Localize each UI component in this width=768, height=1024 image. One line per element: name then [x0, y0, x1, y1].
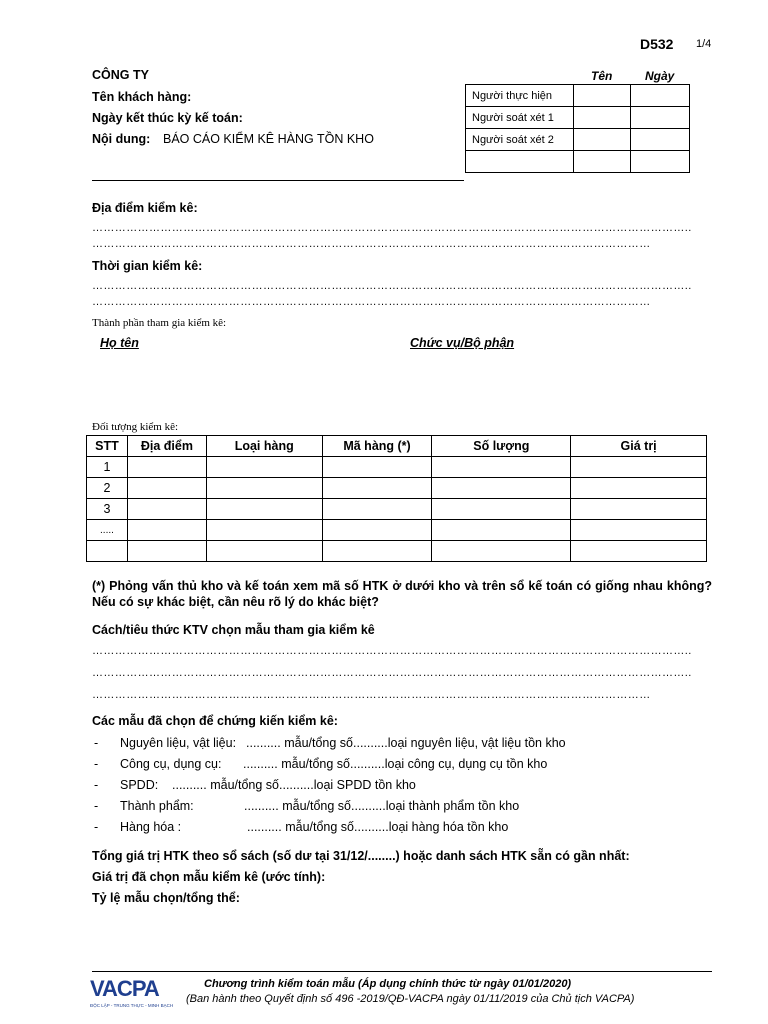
footer-line-2: (Ban hành theo Quyết định số 496 -2019/QĐ-VACPA ngày 01/11/2019 của Chủ tịch VACPA) — [186, 993, 635, 1005]
participants-label: Thành phần tham gia kiểm kê: — [92, 317, 227, 329]
table-cell[interactable] — [127, 457, 206, 478]
list-item — [120, 736, 710, 757]
sample-text: .......... mẫu/tổng số..........loại SPDD tồn kho — [172, 778, 416, 792]
signoff-name-cell[interactable] — [573, 107, 631, 129]
signoff-row — [466, 151, 690, 173]
page-number: 1/4 — [696, 38, 712, 50]
signoff-row — [466, 107, 690, 129]
table-cell[interactable] — [322, 478, 432, 499]
table-cell[interactable] — [322, 520, 432, 541]
code-check-note: (*) Phỏng vấn thủ kho và kế toán xem mã số HTK ở dưới kho và trên sổ kế toán có giống nhau không? Nếu có sự khác biệt, cần nêu rõ lý do khác biệt? — [92, 579, 712, 609]
signoff-role: Người soát xét 1 — [466, 107, 574, 129]
sample-label: Nguyên liệu, vật liệu: — [120, 736, 237, 750]
signoff-date-cell[interactable] — [631, 151, 690, 173]
time-label: Thời gian kiểm kê: — [92, 259, 203, 273]
signoff-role — [466, 151, 574, 173]
sample-text: .......... mẫu/tổng số..........loại công cụ, dụng cụ tồn kho — [243, 757, 548, 771]
signoff-date-cell[interactable] — [631, 107, 690, 129]
sampling-method-label: Cách/tiêu thức KTV chọn mẫu tham gia kiểm kê — [92, 623, 375, 637]
sample-label: Thành phẩm: — [120, 799, 194, 813]
client-label: Tên khách hàng: — [92, 90, 192, 104]
table-cell[interactable] — [432, 520, 571, 541]
table-row — [87, 499, 707, 520]
vacpa-logo — [90, 976, 174, 1016]
col-quantity: Số lượng — [432, 436, 571, 457]
table-cell[interactable] — [127, 478, 206, 499]
method-line-1[interactable]: ………………………………………………………………………………………………………………………………………….. — [92, 645, 692, 657]
table-row — [87, 478, 707, 499]
table-row — [87, 520, 707, 541]
sample-ratio-label: Tỷ lệ mẫu chọn/tổng thể: — [92, 891, 240, 905]
list-item — [120, 757, 710, 778]
book-value-label: Tổng giá trị HTK theo sổ sách (số dư tại 31/12/........) hoặc danh sách HTK sẵn có gần nhất: — [92, 849, 630, 863]
col-type: Loại hàng — [206, 436, 322, 457]
table-cell[interactable] — [127, 541, 206, 562]
method-line-2[interactable]: ………………………………………………………………………………………………………………………………………….. — [92, 667, 692, 679]
row-number: ..... — [87, 520, 128, 541]
row-number: 1 — [87, 457, 128, 478]
logo-tagline: ĐỘC LẬP - TRUNG THỰC - MINH BẠCH — [90, 1003, 174, 1008]
signoff-name-cell[interactable] — [573, 151, 631, 173]
row-number: 3 — [87, 499, 128, 520]
table-cell[interactable] — [571, 499, 707, 520]
inventory-header-row — [87, 436, 707, 457]
signoff-role: Người thực hiện — [466, 85, 574, 107]
signoff-date-cell[interactable] — [631, 85, 690, 107]
list-item — [120, 799, 710, 820]
table-cell[interactable] — [322, 499, 432, 520]
sample-text: .......... mẫu/tổng số..........loại hàng hóa tồn kho — [247, 820, 509, 834]
signoff-row — [466, 129, 690, 151]
table-cell[interactable] — [571, 478, 707, 499]
signoff-role: Người soát xét 2 — [466, 129, 574, 151]
signoff-name-cell[interactable] — [573, 129, 631, 151]
table-row — [87, 541, 707, 562]
location-label: Địa điểm kiểm kê: — [92, 201, 198, 215]
table-cell[interactable] — [322, 457, 432, 478]
document-code: D532 — [640, 36, 674, 52]
location-line-1[interactable]: ………………………………………………………………………………………………………………………………………….. — [92, 222, 692, 234]
table-cell[interactable] — [127, 520, 206, 541]
signoff-row — [466, 85, 690, 107]
footer-line-1: Chương trình kiểm toán mẫu (Áp dụng chính thức từ ngày 01/01/2020) — [204, 978, 572, 990]
samples-title: Các mẫu đã chọn để chứng kiến kiểm kê: — [92, 714, 338, 728]
table-cell[interactable] — [206, 499, 322, 520]
list-item — [120, 778, 710, 799]
row-number — [87, 541, 128, 562]
objects-label: Đối tượng kiểm kê: — [92, 421, 179, 433]
sample-text: .......... mẫu/tổng số..........loại nguyên liệu, vật liệu tồn kho — [246, 736, 566, 750]
table-cell[interactable] — [206, 520, 322, 541]
sample-label: Công cụ, dụng cụ: — [120, 757, 222, 771]
col-value: Giá trị — [571, 436, 707, 457]
table-cell[interactable] — [571, 457, 707, 478]
sample-text: .......... mẫu/tổng số..........loại thành phẩm tồn kho — [244, 799, 520, 813]
samples-list — [120, 736, 710, 841]
table-cell[interactable] — [322, 541, 432, 562]
signoff-col-name: Tên — [591, 69, 613, 83]
table-cell[interactable] — [432, 478, 571, 499]
row-number: 2 — [87, 478, 128, 499]
list-item — [120, 820, 710, 841]
period-end-label: Ngày kết thúc kỳ kế toán: — [92, 111, 243, 125]
table-cell[interactable] — [206, 541, 322, 562]
col-location: Địa điểm — [127, 436, 206, 457]
content-value: BÁO CÁO KIỂM KÊ HÀNG TỒN KHO — [163, 132, 374, 146]
logo-text: VACPA — [90, 976, 159, 1001]
table-cell[interactable] — [432, 541, 571, 562]
footer-divider — [92, 971, 712, 972]
participants-col-position: Chức vụ/Bộ phận — [410, 336, 515, 350]
time-line-2[interactable]: ………………………………………………………………………………………………………………………………… — [92, 296, 651, 308]
table-cell[interactable] — [571, 541, 707, 562]
table-cell[interactable] — [432, 457, 571, 478]
content-label: Nội dung: — [92, 132, 151, 146]
signoff-date-cell[interactable] — [631, 129, 690, 151]
table-cell[interactable] — [127, 499, 206, 520]
sample-label: Hàng hóa : — [120, 820, 182, 834]
table-cell[interactable] — [206, 478, 322, 499]
table-cell[interactable] — [432, 499, 571, 520]
table-row — [87, 457, 707, 478]
participants-col-name: Họ tên — [100, 336, 139, 350]
inventory-table — [86, 435, 707, 562]
sample-value-label: Giá trị đã chọn mẫu kiểm kê (ước tính): — [92, 870, 326, 884]
info-divider — [92, 180, 464, 181]
time-line-1[interactable]: ………………………………………………………………………………………………………………………………………….. — [92, 280, 692, 292]
signoff-table — [465, 84, 690, 173]
signoff-col-date: Ngày — [645, 69, 675, 83]
col-stt: STT — [87, 436, 128, 457]
company-label: CÔNG TY — [92, 68, 149, 82]
col-code: Mã hàng (*) — [322, 436, 432, 457]
method-line-3[interactable]: ………………………………………………………………………………………………………………………………… — [92, 689, 651, 701]
location-line-2[interactable]: ………………………………………………………………………………………………………………………………… — [92, 238, 651, 250]
sample-label: SPDD: — [120, 778, 159, 792]
table-cell[interactable] — [571, 520, 707, 541]
table-cell[interactable] — [206, 457, 322, 478]
signoff-name-cell[interactable] — [573, 85, 631, 107]
